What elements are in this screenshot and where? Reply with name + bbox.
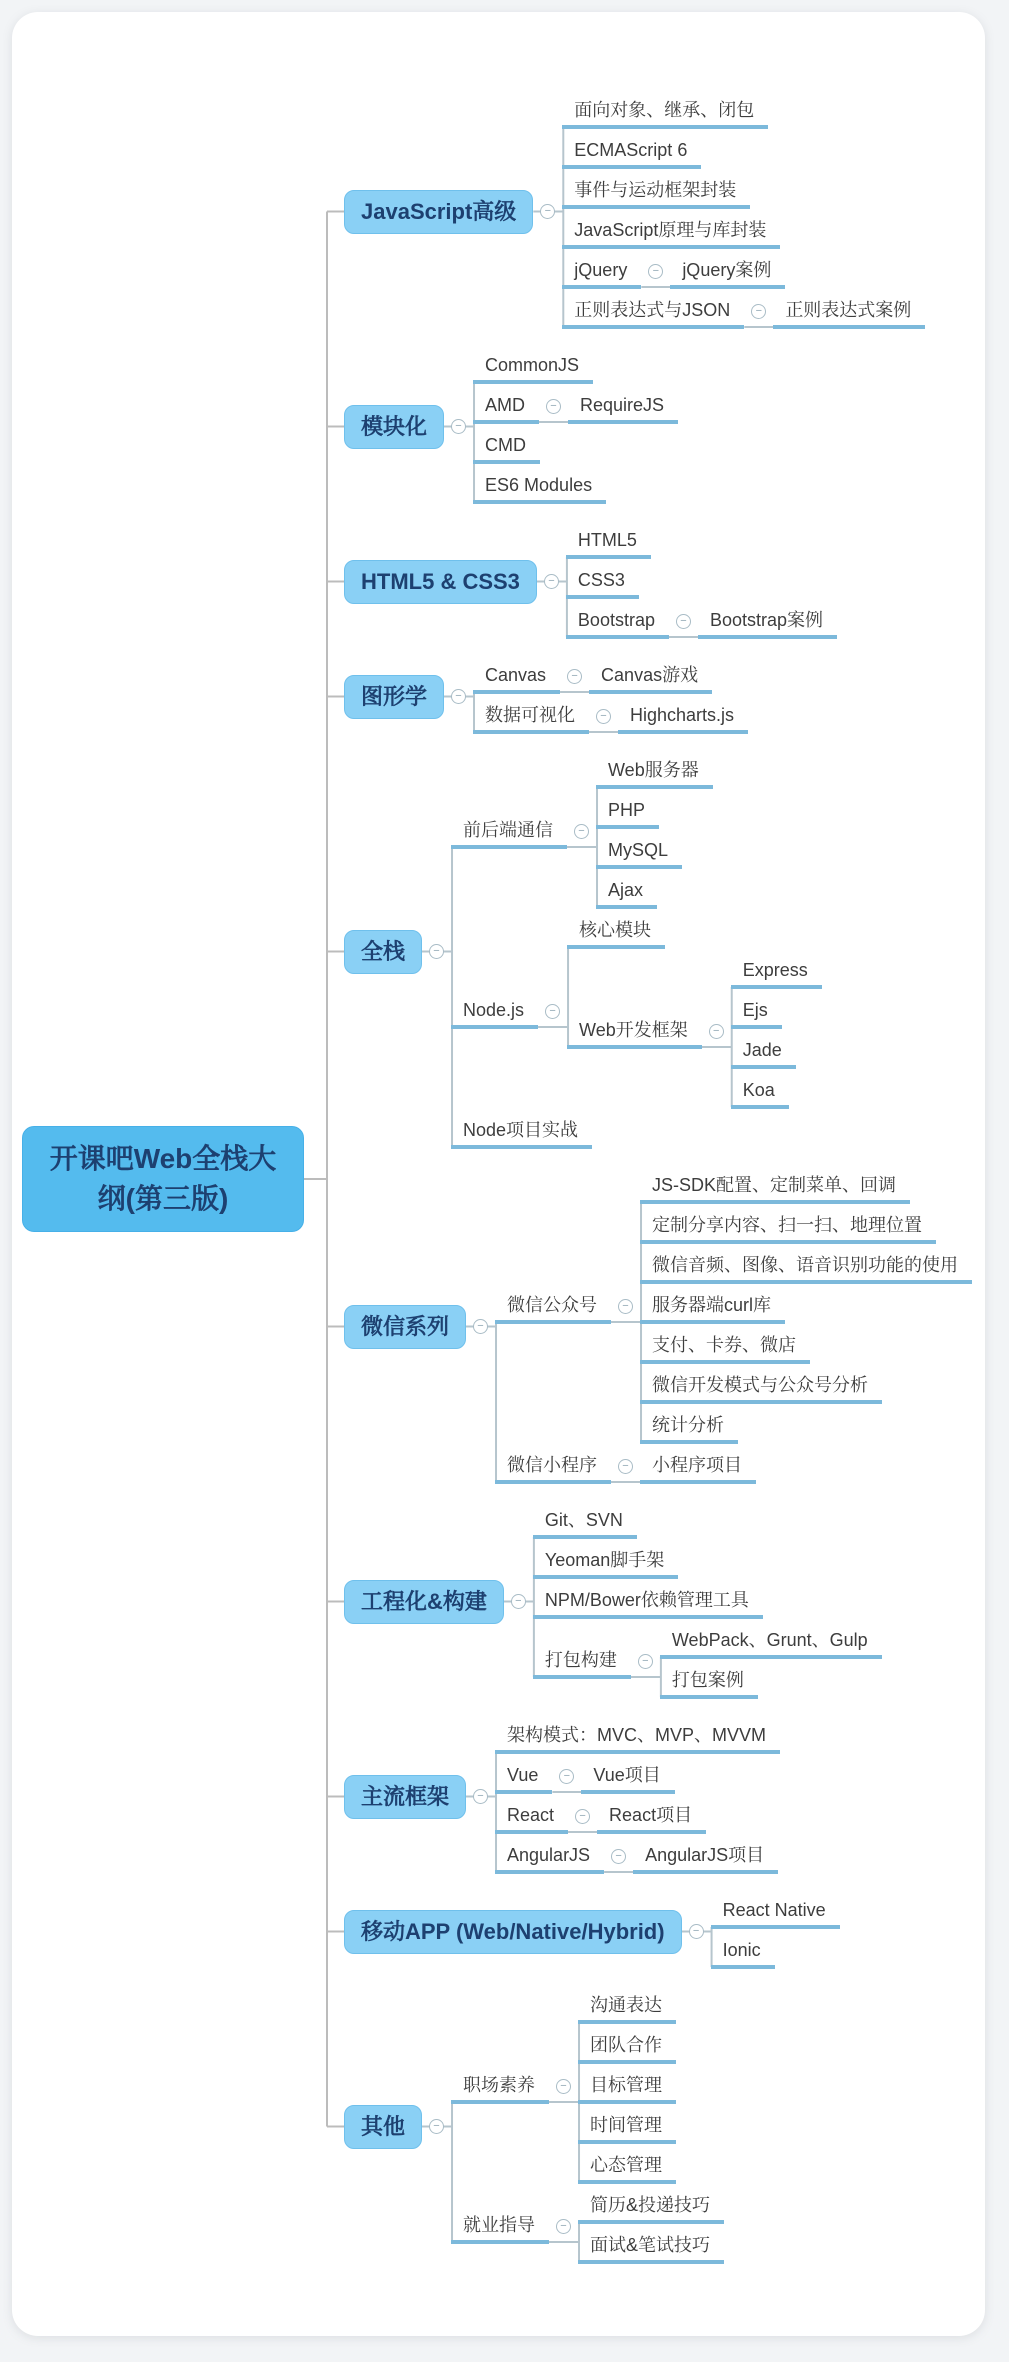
topic-group <box>495 1839 780 1874</box>
branch-node[interactable]: 全栈 <box>344 930 422 974</box>
topic-group <box>562 134 925 169</box>
collapse-toggle-icon[interactable]: − <box>574 824 589 839</box>
collapse-toggle-icon[interactable]: − <box>451 689 466 704</box>
topic-node[interactable]: Web服务器 <box>596 754 713 789</box>
topic-group <box>578 2029 676 2064</box>
topic-node[interactable]: Highcharts.js <box>618 699 748 734</box>
topic-group <box>731 994 822 1029</box>
topic-node[interactable]: 微信小程序 <box>495 1449 611 1484</box>
topic-group <box>562 94 925 129</box>
collapse-toggle-icon[interactable]: − <box>451 419 466 434</box>
topic-node[interactable]: Git、SVN <box>533 1504 637 1539</box>
topic-group <box>660 1624 882 1659</box>
topic-group <box>640 1289 972 1324</box>
children-column <box>711 1894 840 1969</box>
topic-node[interactable]: AngularJS项目 <box>633 1839 778 1874</box>
collapse-toggle-icon[interactable]: − <box>546 399 561 414</box>
topic-node[interactable]: 打包案例 <box>660 1664 758 1699</box>
topic-node[interactable]: 正则表达式案例 <box>773 294 925 329</box>
topic-node[interactable]: 小程序项目 <box>640 1449 756 1484</box>
children-column <box>473 349 678 504</box>
topic-group <box>618 699 748 734</box>
topic-node[interactable]: 前后端通信 <box>451 814 567 849</box>
topic-node[interactable]: JavaScript原理与库封装 <box>562 214 780 249</box>
children-column <box>533 1504 882 1699</box>
topic-group <box>495 1449 972 1484</box>
topic-group <box>533 1544 882 1579</box>
topic-node[interactable]: Koa <box>731 1074 789 1109</box>
children-column <box>589 659 712 694</box>
topic-group <box>451 2189 724 2264</box>
children-column <box>578 1989 676 2184</box>
mindmap <box>12 12 985 2336</box>
topic-node[interactable]: RequireJS <box>568 389 678 424</box>
branch-group <box>326 754 972 1149</box>
collapse-toggle-icon[interactable]: − <box>544 574 559 589</box>
topic-node[interactable]: 核心模块 <box>567 914 665 949</box>
topic-node[interactable]: jQuery <box>562 254 641 289</box>
topic-group <box>578 2229 724 2264</box>
topic-node[interactable]: 服务器端curl库 <box>640 1289 785 1324</box>
topic-node[interactable]: Express <box>731 954 822 989</box>
children-column <box>773 294 925 329</box>
topic-node[interactable]: ES6 Modules <box>473 469 606 504</box>
topic-group <box>567 914 822 949</box>
topic-group <box>473 469 678 504</box>
collapse-toggle-icon[interactable]: − <box>596 709 611 724</box>
children-column <box>660 1624 882 1699</box>
branch-node[interactable]: 工程化&构建 <box>344 1580 504 1624</box>
topic-node[interactable]: Canvas <box>473 659 560 694</box>
collapse-toggle-icon[interactable]: − <box>559 1769 574 1784</box>
children-column <box>640 1449 756 1484</box>
topic-node[interactable]: Vue项目 <box>581 1759 674 1794</box>
children-column <box>562 94 925 329</box>
topic-group <box>596 794 713 829</box>
topic-group <box>567 954 822 1109</box>
topic-group <box>473 659 748 694</box>
topic-group <box>596 754 713 789</box>
branch-group <box>326 1989 972 2264</box>
collapse-toggle-icon[interactable]: − <box>540 204 555 219</box>
branch-group <box>326 349 972 504</box>
topic-group <box>581 1759 674 1794</box>
topic-node[interactable]: React项目 <box>597 1799 706 1834</box>
collapse-toggle-icon[interactable]: − <box>575 1809 590 1824</box>
collapse-toggle-icon[interactable]: − <box>429 944 444 959</box>
topic-group <box>578 2189 724 2224</box>
topic-group <box>562 214 925 249</box>
children-column <box>495 1169 972 1484</box>
topic-node[interactable]: JS-SDK配置、定制菜单、回调 <box>640 1169 910 1204</box>
branch-group <box>326 1169 972 1484</box>
topic-group <box>495 1169 972 1444</box>
branch-node[interactable]: 移动APP (Web/Native/Hybrid) <box>344 1910 682 1954</box>
topic-group <box>473 389 678 424</box>
topic-node[interactable]: 微信开发模式与公众号分析 <box>640 1369 882 1404</box>
collapse-toggle-icon[interactable]: − <box>689 1924 704 1939</box>
children-column <box>670 254 785 289</box>
collapse-toggle-icon[interactable]: − <box>648 264 663 279</box>
topic-node[interactable]: 面向对象、继承、闭包 <box>562 94 768 129</box>
branch-node[interactable]: 主流框架 <box>344 1775 466 1819</box>
topic-node[interactable]: MySQL <box>596 834 682 869</box>
topic-node[interactable]: CSS3 <box>566 564 639 599</box>
children-column <box>566 524 837 639</box>
topic-group <box>473 429 678 464</box>
branch-group <box>326 94 972 329</box>
topic-node[interactable]: 职场素养 <box>451 2069 549 2104</box>
topic-group <box>640 1409 972 1444</box>
topic-node[interactable]: Ionic <box>711 1934 775 1969</box>
topic-node[interactable]: 目标管理 <box>578 2069 676 2104</box>
collapse-toggle-icon[interactable]: − <box>556 2219 571 2234</box>
collapse-toggle-icon[interactable]: − <box>751 304 766 319</box>
children-column <box>618 699 748 734</box>
topic-group <box>589 659 712 694</box>
topic-node[interactable]: React Native <box>711 1894 840 1929</box>
topic-group <box>731 954 822 989</box>
mindmap-card <box>12 12 985 2336</box>
topic-group <box>711 1894 840 1929</box>
topic-group <box>578 2149 676 2184</box>
topic-group <box>640 1369 972 1404</box>
topic-node[interactable]: 微信公众号 <box>495 1289 611 1324</box>
topic-node[interactable]: WebPack、Grunt、Gulp <box>660 1624 882 1659</box>
topic-group <box>533 1504 882 1539</box>
children-column <box>731 954 822 1109</box>
topic-group <box>596 874 713 909</box>
topic-group <box>562 174 925 209</box>
topic-node[interactable]: 打包构建 <box>533 1644 631 1679</box>
topic-group <box>451 914 822 1109</box>
topic-group <box>533 1584 882 1619</box>
collapse-toggle-icon[interactable]: − <box>556 2079 571 2094</box>
topic-node[interactable]: Vue <box>495 1759 552 1794</box>
branch-node[interactable]: 其他 <box>344 2105 422 2149</box>
children-column <box>451 1989 724 2264</box>
topic-group <box>711 1934 840 1969</box>
topic-node[interactable]: Node.js <box>451 994 538 1029</box>
topic-node[interactable]: AMD <box>473 389 539 424</box>
children-column <box>596 754 713 909</box>
collapse-toggle-icon[interactable]: − <box>638 1654 653 1669</box>
topic-group <box>451 1114 822 1149</box>
collapse-toggle-icon[interactable]: − <box>709 1024 724 1039</box>
children-column <box>567 914 822 1109</box>
branch-group <box>326 1719 972 1874</box>
root-node[interactable]: 开课吧Web全栈大纲(第三版) <box>22 1126 304 1232</box>
topic-node[interactable]: 沟通表达 <box>578 1989 676 2024</box>
topic-node[interactable]: ECMAScript 6 <box>562 134 701 169</box>
topic-node[interactable]: 正则表达式与JSON <box>562 294 744 329</box>
topic-group <box>640 1329 972 1364</box>
topic-group <box>597 1799 706 1834</box>
topic-node[interactable]: 数据可视化 <box>473 699 589 734</box>
topic-node[interactable]: Ajax <box>596 874 657 909</box>
topic-node[interactable]: NPM/Bower依赖管理工具 <box>533 1584 763 1619</box>
collapse-toggle-icon[interactable]: − <box>676 614 691 629</box>
topic-node[interactable]: 心态管理 <box>578 2149 676 2184</box>
root-group <box>22 94 972 2264</box>
children-column <box>640 1169 972 1444</box>
branch-node[interactable]: 模块化 <box>344 405 444 449</box>
topic-group <box>473 699 748 734</box>
topic-group <box>451 754 822 909</box>
topic-group <box>773 294 925 329</box>
topic-group <box>640 1209 972 1244</box>
topic-group <box>640 1249 972 1284</box>
topic-node[interactable]: 时间管理 <box>578 2109 676 2144</box>
topic-node[interactable]: Web开发框架 <box>567 1014 702 1049</box>
topic-node[interactable]: React <box>495 1799 568 1834</box>
topic-node[interactable]: 就业指导 <box>451 2209 549 2244</box>
children-column <box>578 2189 724 2264</box>
branch-group <box>326 659 972 734</box>
topic-group <box>660 1664 882 1699</box>
collapse-toggle-icon[interactable]: − <box>545 1004 560 1019</box>
topic-node[interactable]: jQuery案例 <box>670 254 785 289</box>
children-column <box>451 754 822 1149</box>
topic-node[interactable]: Bootstrap <box>566 604 669 639</box>
children-column <box>495 1719 780 1874</box>
topic-node[interactable]: 统计分析 <box>640 1409 738 1444</box>
topic-node[interactable]: Jade <box>731 1034 796 1069</box>
branch-group <box>326 524 972 639</box>
topic-group <box>731 1034 822 1069</box>
topic-node[interactable]: HTML5 <box>566 524 651 559</box>
branch-node[interactable]: 微信系列 <box>344 1305 466 1349</box>
topic-group <box>633 1839 778 1874</box>
topic-group <box>495 1719 780 1754</box>
collapse-toggle-icon[interactable]: − <box>567 669 582 684</box>
topic-group <box>640 1169 972 1204</box>
topic-node[interactable]: Canvas游戏 <box>589 659 712 694</box>
branch-group <box>326 1504 972 1699</box>
topic-group <box>566 564 837 599</box>
topic-group <box>640 1449 756 1484</box>
children-column <box>597 1799 706 1834</box>
topic-group <box>578 2109 676 2144</box>
topic-node[interactable]: PHP <box>596 794 659 829</box>
topic-group <box>566 604 837 639</box>
topic-group <box>731 1074 822 1109</box>
children-column <box>698 604 837 639</box>
topic-group <box>533 1624 882 1699</box>
topic-node[interactable]: 支付、卡券、微店 <box>640 1329 810 1364</box>
topic-node[interactable]: 团队合作 <box>578 2029 676 2064</box>
topic-node[interactable]: 架构模式：MVC、MVP、MVVM <box>495 1719 780 1754</box>
collapse-toggle-icon[interactable]: − <box>611 1849 626 1864</box>
topic-node[interactable]: 定制分享内容、扫一扫、地理位置 <box>640 1209 936 1244</box>
topic-group <box>578 2069 676 2104</box>
branch-group <box>326 1894 972 1969</box>
topic-group <box>495 1759 780 1794</box>
topic-node[interactable]: CMD <box>473 429 540 464</box>
topic-node[interactable]: AngularJS <box>495 1839 604 1874</box>
topic-node[interactable]: Yeoman脚手架 <box>533 1544 678 1579</box>
topic-group <box>670 254 785 289</box>
topic-group <box>562 294 925 329</box>
topic-node[interactable]: Ejs <box>731 994 782 1029</box>
topic-node[interactable]: 事件与运动框架封装 <box>562 174 750 209</box>
collapse-toggle-icon[interactable]: − <box>473 1789 488 1804</box>
topic-group <box>698 604 837 639</box>
topic-group <box>473 349 678 384</box>
topic-node[interactable]: 面试&笔试技巧 <box>578 2229 724 2264</box>
branch-node[interactable]: HTML5 & CSS3 <box>344 560 537 604</box>
collapse-toggle-icon[interactable]: − <box>511 1594 526 1609</box>
children-column <box>633 1839 778 1874</box>
topic-group <box>596 834 713 869</box>
children-column <box>473 659 748 734</box>
collapse-toggle-icon[interactable]: − <box>429 2119 444 2134</box>
topic-node[interactable]: 微信音频、图像、语音识别功能的使用 <box>640 1249 972 1284</box>
collapse-toggle-icon[interactable]: − <box>618 1459 633 1474</box>
children-column <box>568 389 678 424</box>
topic-group <box>495 1799 780 1834</box>
topic-node[interactable]: CommonJS <box>473 349 593 384</box>
topic-node[interactable]: 简历&投递技巧 <box>578 2189 724 2224</box>
branch-node[interactable]: 图形学 <box>344 675 444 719</box>
topic-group <box>568 389 678 424</box>
topic-group <box>578 1989 676 2024</box>
branches-column <box>326 94 972 2264</box>
topic-node[interactable]: Bootstrap案例 <box>698 604 837 639</box>
collapse-toggle-icon[interactable]: − <box>618 1299 633 1314</box>
branch-node[interactable]: JavaScript高级 <box>344 190 533 234</box>
topic-group <box>562 254 925 289</box>
topic-group <box>566 524 837 559</box>
collapse-toggle-icon[interactable]: − <box>473 1319 488 1334</box>
topic-group <box>451 1989 724 2184</box>
topic-node[interactable]: Node项目实战 <box>451 1114 592 1149</box>
children-column <box>581 1759 674 1794</box>
